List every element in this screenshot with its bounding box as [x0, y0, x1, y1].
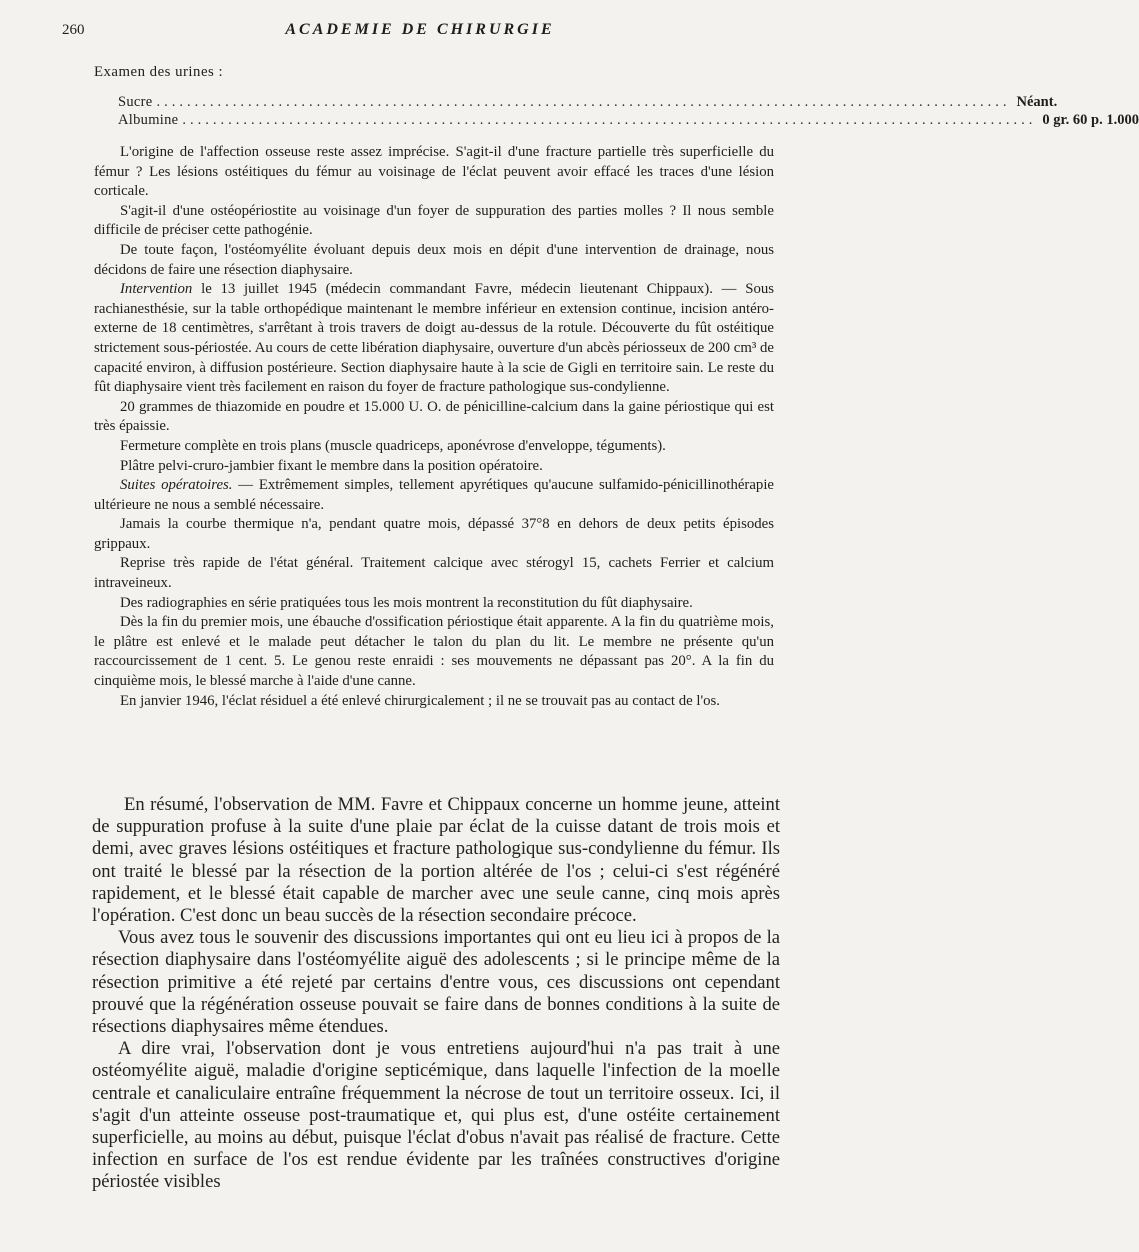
- case-paragraph: Fermeture complète en trois plans (muscle quadriceps, aponévrose d'enveloppe, téguments).: [120, 437, 666, 454]
- urine-label: Albumine: [118, 112, 179, 128]
- case-report: [94, 143, 774, 711]
- case-paragraph: 20 grammes de thiazomide en poudre et 15.000 U. O. de pénicilline-calcium dans la gaine périostique qui est très épaissie.: [94, 398, 774, 435]
- case-paragraph: S'agit-il d'une ostéopériostite au voisinage d'un foyer de suppuration des parties molles ? Il nous semble difficile de préciser cette pathogénie.: [94, 202, 774, 239]
- case-paragraph: En janvier 1946, l'éclat résiduel a été enlevé chirurgicalement ; il ne se trouvait pas au contact de l'os.: [120, 692, 720, 709]
- leader-dots: ................................................................................................................: [156, 94, 1011, 110]
- case-paragraph: Reprise très rapide de l'état général. Traitement calcique avec stérogyl 15, cachets Ferrier et calcium intraveineux.: [94, 555, 774, 592]
- case-paragraph: Dès la fin du premier mois, une ébauche d'ossification périostique était apparente. A la fin du quatrième mois, le plâtre est enlevé et le malade peut détacher le talon du plan du lit. Le membre ne présente qu'un raccourcissement de 1 cent. 5. Le genou reste enraidi : ses mouvements ne dépassant pas 20°. A la fin du cinquième mois, le blessé marche à l'aide d'une canne.: [94, 614, 774, 690]
- urine-row-sugar: [118, 93, 1058, 111]
- intervention-label: Intervention: [120, 281, 193, 298]
- running-title: ACADEMIE DE CHIRURGIE: [285, 21, 555, 38]
- case-paragraph: L'origine de l'affection osseuse reste assez imprécise. S'agit-il d'une fracture partielle très superficielle du fémur ? Les lésions ostéitiques du fémur au voisinage de l'éclat peuvent avoir effacé les traces d'une lésion corticale.: [94, 144, 774, 200]
- case-paragraph-suites: [94, 476, 774, 515]
- urine-results-table: [118, 93, 1139, 129]
- page-number: 260: [62, 22, 85, 38]
- case-paragraph: Des radiographies en série pratiquées tous les mois montrent la reconstitution du fût diaphysaire.: [120, 594, 693, 611]
- commentary-paragraph: A dire vrai, l'observation dont je vous entretiens aujourd'hui n'a pas trait à une ostéomyélite aiguë, maladie d'origine septicémique, dans laquelle l'infection de la moelle centrale et canaliculaire entraîne fréquemment la nécrose de tout un territoire osseux. Ici, il s'agit d'un atteinte osseuse post-traumatique et, qui plus est, d'une ostéite certainement superficielle, au moins au début, puisque l'éclat d'obus n'avait pas réalisé de fracture. Cette infection en surface de l'os est rendue évidente par les traînées constructives d'origine périostée visibles: [92, 1038, 780, 1193]
- leader-dots: ................................................................................................................: [182, 112, 1037, 128]
- case-paragraph: De toute façon, l'ostéomyélite évoluant depuis deux mois en dépit d'une intervention de drainage, nous décidons de faire une résection diaphysaire.: [94, 241, 774, 278]
- urine-value: 0 gr. 60 p. 1.000: [1042, 112, 1139, 128]
- urine-value: Néant.: [1016, 94, 1058, 110]
- case-paragraph-intervention: [94, 280, 774, 398]
- suites-label: Suites opératoires.: [120, 477, 233, 494]
- intervention-text: le 13 juillet 1945 (médecin commandant Favre, médecin lieutenant Chippaux). — Sous rachianesthésie, sur la table orthopédique maintenant le membre inférieur en extension continue, incision antéro-externe de 18 centimètres, s'arrêtant à trois travers de doigt au-dessus de la rotule. Découverte du fût ostéitique strictement sous-périostée. Au cours de cette libération diaphysaire, ouverture d'un abcès périosseux de 200 cm³ de capacité environ, à diffusion postérieure. Section diaphysaire haute à la scie de Gigli en territoire sain. Le reste du fût diaphysaire vient très facilement en raison du foyer de fracture pathologique sus-condylienne.: [94, 281, 774, 396]
- commentary: [92, 794, 780, 1194]
- commentary-paragraph: En résumé, l'observation de MM. Favre et Chippaux concerne un homme jeune, atteint de suppuration profuse à la suite d'une plaie par éclat de la cuisse datant de trois mois et demi, avec graves lésions ostéitiques et fracture pathologique sus-condylienne du fémur. Ils ont traité le blessé par la résection de la portion altérée de l'os ; celui-ci s'est régénéré rapidement, et le blessé était capable de marcher avec une seule canne, cinq mois après l'opération. C'est donc un beau succès de la résection secondaire précoce.: [92, 794, 780, 927]
- page-header: [62, 22, 778, 44]
- urine-label: Sucre: [118, 94, 153, 110]
- commentary-paragraph: Vous avez tous le souvenir des discussions importantes qui ont eu lieu ici à propos de la résection diaphysaire dans l'ostéomyélite aiguë des adolescents ; si le principe même de la résection primitive a été rejeté par certains d'entre vous, ces discussions ont cependant prouvé que la régénération osseuse pouvait se faire dans de bonnes conditions à la suite de résections diaphysaires même étendues.: [92, 927, 780, 1038]
- urine-row-albumin: [118, 111, 1139, 129]
- case-paragraph: Plâtre pelvi-cruro-jambier fixant le membre dans la position opératoire.: [120, 457, 543, 474]
- suites-text: — Extrêmement simples, tellement apyrétiques qu'aucune sulfamido-pénicillinothérapie ultérieure ne nous a semblé nécessaire.: [94, 477, 774, 513]
- case-paragraph: Jamais la courbe thermique n'a, pendant quatre mois, dépassé 37°8 en dehors de deux petits épisodes grippaux.: [94, 516, 774, 552]
- urine-exam-heading: Examen des urines :: [94, 64, 224, 80]
